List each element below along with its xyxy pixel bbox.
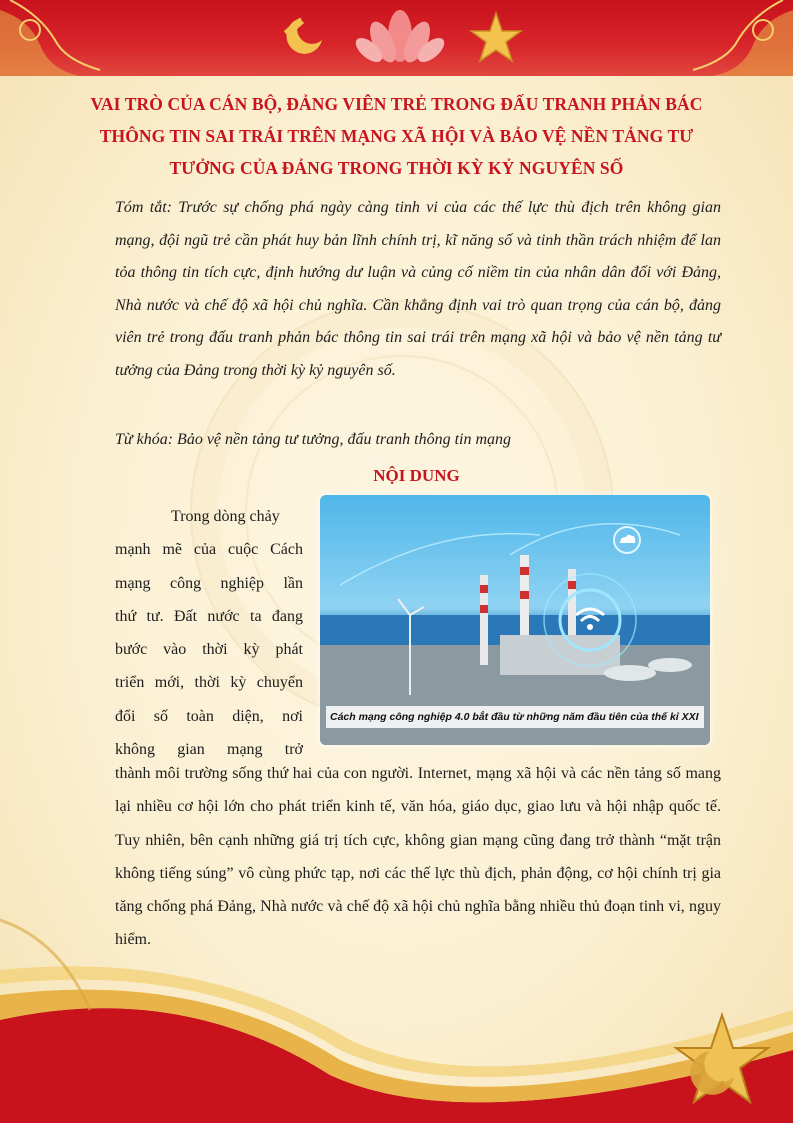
corner-ornament-right-icon <box>673 0 793 76</box>
article-title: VAI TRÒ CỦA CÁN BỘ, ĐẢNG VIÊN TRẺ TRONG ĐẤU TRANH PHẢN BÁC THÔNG TIN SAI TRÁI TRÊN MẠNG XÃ HỘI VÀ BẢO VỆ NỀN TẢNG TƯ TƯỞNG CỦA ĐẢNG TRONG THỜI KỲ KỶ NGUYÊN SỐ <box>90 94 703 178</box>
body-line: mạnh mẽ của cuộc Cách <box>115 541 303 559</box>
body-paragraph-intro <box>115 500 303 766</box>
section-heading: NỘI DUNG <box>373 466 460 485</box>
body-line: bước vào thời kỳ phát <box>115 641 303 659</box>
lotus-icon <box>355 6 445 64</box>
body-line: mạng công nghiệp lần <box>115 574 303 592</box>
keywords: Từ khóa: Bảo vệ nền tảng tư tưởng, đấu tranh thông tin mạng <box>115 431 512 448</box>
body-line: thứ tư. Đất nước ta đang <box>115 607 303 625</box>
hammer-sickle-bottom-icon <box>680 1045 740 1105</box>
top-banner <box>0 0 793 76</box>
cloud-icon <box>612 525 642 555</box>
gold-star-icon <box>468 10 524 66</box>
wifi-icon <box>572 603 608 633</box>
body-line: triển mới, thời kỳ chuyển <box>115 674 303 692</box>
body-line: đổi số toàn diện, nơi <box>115 707 303 725</box>
body-line: Trong dòng chảy <box>171 508 280 525</box>
body-paragraph-main: thành môi trường sống thứ hai của con người. Internet, mạng xã hội và các nền tảng số mang lại nhiều cơ hội lớn cho phát triển kinh tế, văn hóa, giáo dục, giao lưu và hội nhập quốc tế. Tuy nhiên, bên cạnh những giá trị tích cực, không gian mạng cũng đang trở thành “mặt trận không tiếng súng” vô cùng phức tạp, nơi các thế lực thù địch, phản động, cơ hội chính trị gia tăng chống phá Đảng, Nhà nước và chế độ xã hội chủ nghĩa bằng nhiều thủ đoạn tinh vi, nguy hiểm. <box>115 765 721 949</box>
hammer-sickle-icon <box>276 12 328 64</box>
abstract: Tóm tắt: Trước sự chống phá ngày càng tinh vi của các thế lực thù địch trên không gian mạng, đội ngũ trẻ cần phát huy bản lĩnh chính trị, kĩ năng số và tinh thần trách nhiệm để lan tỏa thông tin tích cực, định hướng dư luận và củng cố niềm tin của nhân dân đối với Đảng, Nhà nước và chế độ xã hội chủ nghĩa. Cần khẳng định vai trò quan trọng của cán bộ, đảng viên trẻ trong đấu tranh phản bác thông tin sai trái trên mạng xã hội và bảo vệ nền tảng tư tưởng của Đảng trong thời kỳ kỷ nguyên số. <box>115 199 721 379</box>
corner-ornament-left-icon <box>0 0 120 76</box>
image-caption: Cách mạng công nghiệp 4.0 bắt đầu từ những năm đầu tiên của thế kỉ XXI <box>326 706 704 728</box>
body-line: không gian mạng trở <box>115 741 303 759</box>
industry-photo <box>320 495 710 745</box>
